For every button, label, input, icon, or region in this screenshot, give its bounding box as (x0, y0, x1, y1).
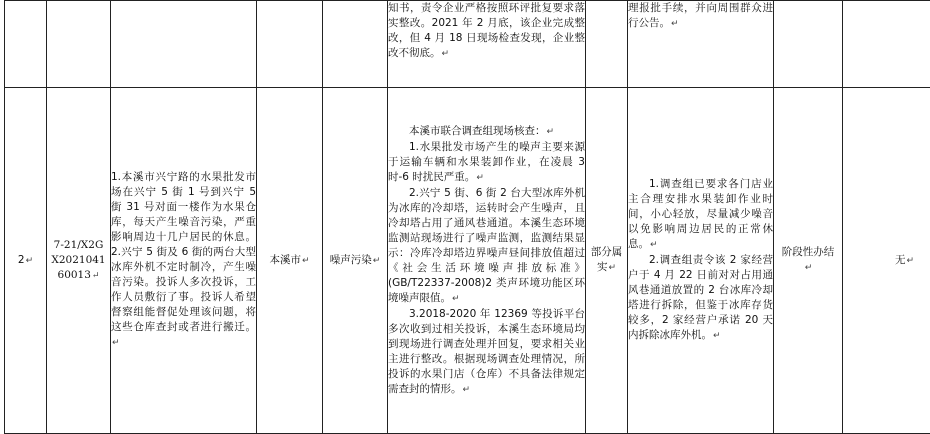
handling-cell (628, 88, 774, 434)
status-cell (774, 1, 843, 88)
handling-cell (628, 1, 774, 88)
accountability-text: 无 (894, 253, 906, 266)
category-cell (323, 1, 388, 88)
category-cell: 噪声污染↵ (323, 88, 388, 434)
is-true-cell (586, 1, 628, 88)
is-true-cell: 部分属实↵ (586, 88, 628, 434)
findings-text: 知书，责令企业严格按照环评批复要求落实整改。2021 年 2 月底，该企业完成整改，但 4 月 18 日现场检查发现，企业整改不彻底。↵ (388, 2, 585, 59)
case-id-cell: 7-21/X2GX202104160013↵ (47, 88, 111, 434)
findings-paragraph: 2.兴宁 5 街、6 街 2 台大型冰库外机为冰库的冷却塔，运转时会产生噪声，且冷却塔占用了通风巷通道。本溪生态环境监测站现场进行了噪声监测，监测结果显示：冷库冷却塔边界噪声昼间排放值超过《社会生活环境噪声排放标准》(GB/T22337-2008)2 类声环境功能区环境噪声限值。↵ (388, 186, 585, 304)
row-index: 2 (17, 253, 25, 266)
index-cell (5, 1, 47, 88)
category-text: 噪声污染 (329, 253, 372, 266)
petition-table (4, 0, 930, 434)
location-cell (257, 1, 323, 88)
case-id: 7-21/X2GX202104160013 (51, 238, 106, 281)
handling-paragraph: 2.调查组责令该 2 家经营户于 4 月 22 日前对对占用通风巷通道放置的 2 台冰库冷却塔进行拆除，但鉴于冰库存货较多，2 家经营户承诺 20 天内拆除冰库外机。↵ (628, 254, 773, 341)
table-row (5, 88, 930, 434)
case-id-cell (47, 1, 111, 88)
location-text: 本溪市 (269, 253, 301, 266)
complaint-text: 1.本溪市兴宁路的水果批发市场在兴宁 5 街 1 号到兴宁 5 街 31 号对面一楼作为水果仓库，每天产生噪音污染，严重影响周边十几户居民的休息。2.兴宁 5 街及 6 街的两台大型冰库外机不定时制冷，产生噪音污染。投诉人多次投诉，工作人员敷衍了事。投诉人希望督察组能督促处理该问题，将这些仓库查封或者进行搬迁。 (111, 171, 256, 333)
findings-cell (388, 88, 586, 434)
complaint-cell (111, 1, 257, 88)
status-cell: 阶段性办结↵ (774, 88, 843, 434)
accountability-cell (843, 1, 930, 88)
handling-paragraph: 1.调查组已要求各门店业主合理安排水果装卸作业时间，小心轻放，尽量减少噪音以免影响周边居民的正常休息。↵ (628, 178, 773, 250)
findings-paragraph: 3.2018-2020 年 12369 等投诉平台多次收到过相关投诉，本溪生态环境局均到现场进行调查处理并回复，要求相关业主进行整改。根据现场调查处理情况，所投诉的水果门店（仓库）不具备法律规定需查封的情形。↵ (388, 307, 585, 395)
complaint-cell: 1.本溪市兴宁路的水果批发市场在兴宁 5 街 1 号到兴宁 5 街 31 号对面一楼作为水果仓库，每天产生噪音污染，严重影响周边十几户居民的休息。2.兴宁 5 街及 6 街的两台大型冰库外机不定时制冷，产生噪音污染。投诉人多次投诉，工作人员敷衍了事。投诉人希望督察组能督促处理该问题，将这些仓库查封或者进行搬迁。↵ (111, 88, 257, 434)
table-row (5, 1, 930, 88)
findings-paragraph: 本溪市联合调查组现场核查：↵ (409, 124, 555, 137)
handling-text: 理报批手续，并向周围群众进行公告。↵ (628, 2, 773, 29)
location-cell: 本溪市↵ (257, 88, 323, 434)
status-text: 阶段性办结 (781, 246, 835, 258)
is-true-text: 部分属实 (590, 246, 623, 273)
findings-cell (388, 1, 586, 88)
index-cell: 2↵ (5, 88, 47, 434)
accountability-cell: 无↵ (843, 88, 930, 434)
findings-paragraph: 1.水果批发市场产生的噪声主要来源于运输车辆和水果装卸作业，在凌晨 3 时-6 时扰民严重。↵ (388, 140, 585, 183)
